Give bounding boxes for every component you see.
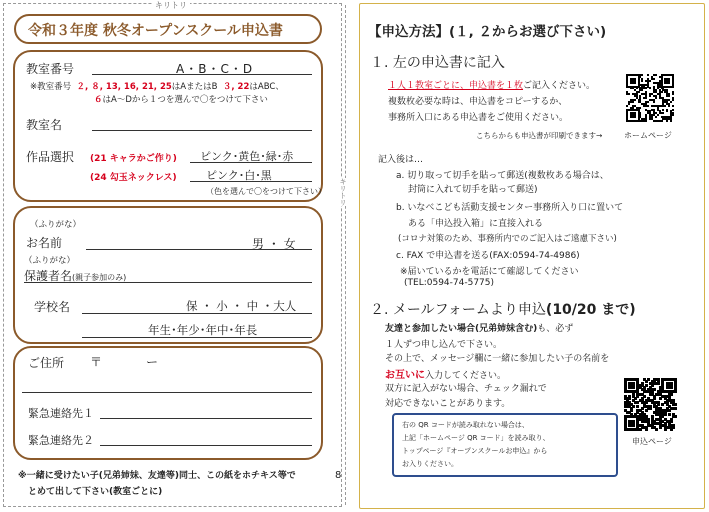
emergency-contact-2-label: 緊急連絡先２: [28, 434, 94, 447]
qr-module: [628, 103, 630, 105]
qr-module: [645, 409, 648, 412]
method-2-heading: ２. メールフォームより申込(10/20 まで): [370, 302, 636, 318]
qr-module: [672, 109, 674, 111]
qr-module: [649, 407, 652, 410]
classroom-name-field[interactable]: [92, 130, 312, 131]
name-label: お名前: [26, 236, 63, 250]
qr-module: [647, 105, 649, 107]
classroom-number-line: [92, 74, 312, 75]
method-2-line-4: お互いに入力してください。: [385, 370, 507, 381]
qr-module: [645, 428, 648, 431]
qr-module: [672, 93, 674, 95]
qr-module: [672, 99, 674, 101]
school-label: 学校名: [34, 300, 71, 314]
qr-module: [626, 105, 628, 107]
qr-module: [634, 116, 636, 118]
qr-module: [666, 110, 668, 112]
qr-module: [632, 101, 634, 103]
school-field[interactable]: [82, 313, 312, 314]
qr-module: [659, 397, 662, 400]
homepage-qr-code-icon[interactable]: [626, 74, 674, 122]
qr-module: [645, 97, 647, 99]
furigana-label-2: （ふりがな）: [24, 256, 76, 266]
cut-mark-top: キリトリ: [152, 0, 190, 11]
qr-module: [641, 89, 643, 91]
method-2-line-5: 双方に記入がない場合、チェック漏れで: [385, 384, 547, 394]
emergency-contact-1-field[interactable]: [100, 418, 312, 419]
work-item-1: (21 キャラかご作り): [90, 154, 177, 164]
qr-module: [672, 86, 674, 88]
qr-module: [653, 101, 655, 103]
qr-module: [670, 428, 673, 431]
option-c-line-2: ※届いているかを電話にて確認してください: [400, 267, 579, 277]
qr-module: [674, 403, 677, 406]
qr-module: [661, 91, 663, 93]
option-a-line-2: 封筒に入れて切手を貼って郵送): [408, 185, 538, 195]
footer-note-1: ※一緒に受けたい子(兄弟姉妹、友達等)同士、この紙をホチキス等で: [18, 471, 296, 481]
qr-module: [666, 120, 668, 122]
qr-module: [639, 107, 641, 109]
qr-module: [672, 114, 674, 116]
work-item-2: (24 勾玉ネックレス): [90, 173, 177, 183]
qr-module: [664, 428, 667, 431]
method-1-heading: １. 左の申込書に記入: [370, 55, 505, 71]
qr-module: [674, 407, 677, 410]
work-item-1-colors[interactable]: ピンク･黄色･緑･赤: [200, 150, 294, 163]
method-1-line-1: １人１教室ごとに、申込書を１枚ご記入ください。: [388, 81, 596, 91]
qr-module: [670, 101, 672, 103]
emergency-contact-2-field[interactable]: [100, 445, 312, 446]
qr-module: [662, 112, 664, 114]
apply-page-qr-label: 申込ページ: [632, 437, 672, 446]
qr-module: [653, 78, 655, 80]
qr-module: [659, 426, 662, 429]
method-1-line-3: 事務所入口にある申込書をご使用ください。: [388, 113, 569, 123]
method-2-line-2: １人ずつ申し込んで下さい。: [385, 340, 503, 350]
qr-module: [661, 120, 663, 122]
option-b-line-3: (コロナ対策のため、事務所内でのご記入はご遠慮下さい): [398, 234, 617, 244]
option-b-line-2: ある「申込投入箱」に直接入れる: [408, 219, 544, 229]
qr-module: [662, 109, 664, 111]
qr-module: [634, 82, 636, 84]
cut-line: [345, 5, 346, 505]
qr-module: [655, 97, 657, 99]
qr-module: [645, 87, 647, 89]
classroom-note-line1: ※教室番号 ２, ８, 13, 16, 21, 25はAまたはB ３, 22はABC、: [30, 82, 284, 92]
qr-module: [647, 101, 649, 103]
gender-options[interactable]: 男 ・ 女: [252, 237, 296, 251]
qr-module: [668, 409, 671, 412]
qr-module: [636, 87, 638, 89]
classroom-name-label: 教室名: [26, 118, 63, 132]
after-fill-label: 記入後は…: [378, 155, 424, 165]
name-field[interactable]: [86, 249, 312, 250]
address-field[interactable]: [22, 392, 312, 393]
furigana-label-1: （ふりがな）: [30, 220, 82, 230]
page-number: 8: [335, 470, 342, 481]
qr-note-4: お入りください。: [402, 460, 458, 468]
qr-module: [668, 95, 670, 97]
qr-module: [638, 91, 640, 93]
qr-module: [632, 424, 635, 427]
grade-options[interactable]: 年生･年少･年中･年長: [148, 323, 258, 337]
method-1-line-2: 複数枚必要な時は、申込書をコピーするか、: [388, 97, 568, 107]
school-types[interactable]: 保 ・ 小 ・ 中 ・大人: [186, 299, 297, 313]
qr-module: [636, 405, 639, 408]
qr-note-2: 上記「ホームページ QR コード」を読み取り、: [402, 434, 550, 442]
qr-module: [661, 403, 664, 406]
qr-module: [645, 380, 648, 383]
qr-module: [655, 428, 658, 431]
cut-mark-side: キリトリ: [339, 178, 347, 206]
qr-module: [672, 105, 674, 107]
method-2-line-6: 対応できないことがあります。: [385, 399, 511, 409]
qr-module: [657, 382, 660, 385]
qr-module: [649, 80, 651, 82]
qr-module: [668, 82, 670, 84]
qr-module: [634, 99, 636, 101]
guardian-label: 保護者名(親子参加のみ): [24, 269, 127, 283]
qr-module: [628, 93, 630, 95]
method-2-line-3: その上で、メッセージ欄に一緒に参加したい子の名前を: [385, 354, 610, 364]
footer-note-2: とめて出して下さい(教室ごとに): [28, 487, 163, 497]
work-select-label: 作品選択: [26, 150, 75, 164]
qr-module: [655, 116, 657, 118]
qr-module: [674, 415, 677, 418]
qr-module: [647, 74, 649, 76]
instructions-title: 【申込方法】(１, ２からお選び下さい): [368, 24, 607, 40]
qr-module: [641, 74, 643, 76]
option-b-line-1: b. いなべこども活動支援センター事務所入り口に置いて: [396, 203, 624, 213]
qr-module: [639, 428, 642, 431]
option-c-line-1: c. FAX で申込書を送る(FAX:0594-74-4986): [396, 251, 580, 261]
classroom-note-line2: ６はA～Dから１つを選んで〇をつけて下さい: [94, 95, 268, 105]
option-a-line-1: a. 切り取って切手を貼って郵送(複数枚ある場合は、: [396, 171, 609, 181]
qr-module: [645, 120, 647, 122]
form-title: 令和３年度 秋冬オープンスクール申込書: [28, 23, 283, 39]
qr-module: [670, 120, 672, 122]
emergency-contact-1-label: 緊急連絡先１: [28, 407, 94, 420]
qr-module: [636, 401, 639, 404]
qr-module: [657, 114, 659, 116]
qr-module: [668, 105, 670, 107]
classroom-number-options[interactable]: A・B・C・D: [176, 62, 254, 76]
qr-module: [668, 413, 671, 416]
print-form-note: こちらからも申込書が印刷できます→: [476, 131, 603, 140]
qr-module: [641, 80, 643, 82]
guardian-field[interactable]: [24, 282, 312, 283]
qr-note-3: トップページ『オープンスクールお申込』から: [402, 447, 548, 455]
option-c-line-3: (TEL:0594-74-5775): [404, 278, 495, 288]
color-note: （色を選んで〇をつけて下さい）: [206, 187, 326, 196]
homepage-qr-label: ホームページ: [624, 131, 672, 140]
postal-dash: ー: [146, 355, 159, 369]
work-item-2-colors[interactable]: ピンク･白･黒: [206, 169, 272, 182]
qr-module: [670, 386, 673, 389]
qr-module: [649, 87, 651, 89]
qr-module: [664, 105, 666, 107]
qr-module: [632, 386, 635, 389]
apply-page-qr-code-icon[interactable]: [624, 378, 676, 430]
method-2-line-1: 友達と参加したい場合(兄弟姉妹含む)も、必ず: [385, 324, 574, 334]
qr-module: [674, 390, 677, 393]
qr-module: [649, 95, 651, 97]
qr-note-1: 右の QR コードが読み取れない場合は、: [402, 421, 529, 429]
address-label: ご住所: [28, 356, 65, 370]
classroom-number-label: 教室番号: [26, 62, 75, 76]
qr-module: [655, 74, 657, 76]
postal-mark: 〒: [90, 355, 103, 369]
